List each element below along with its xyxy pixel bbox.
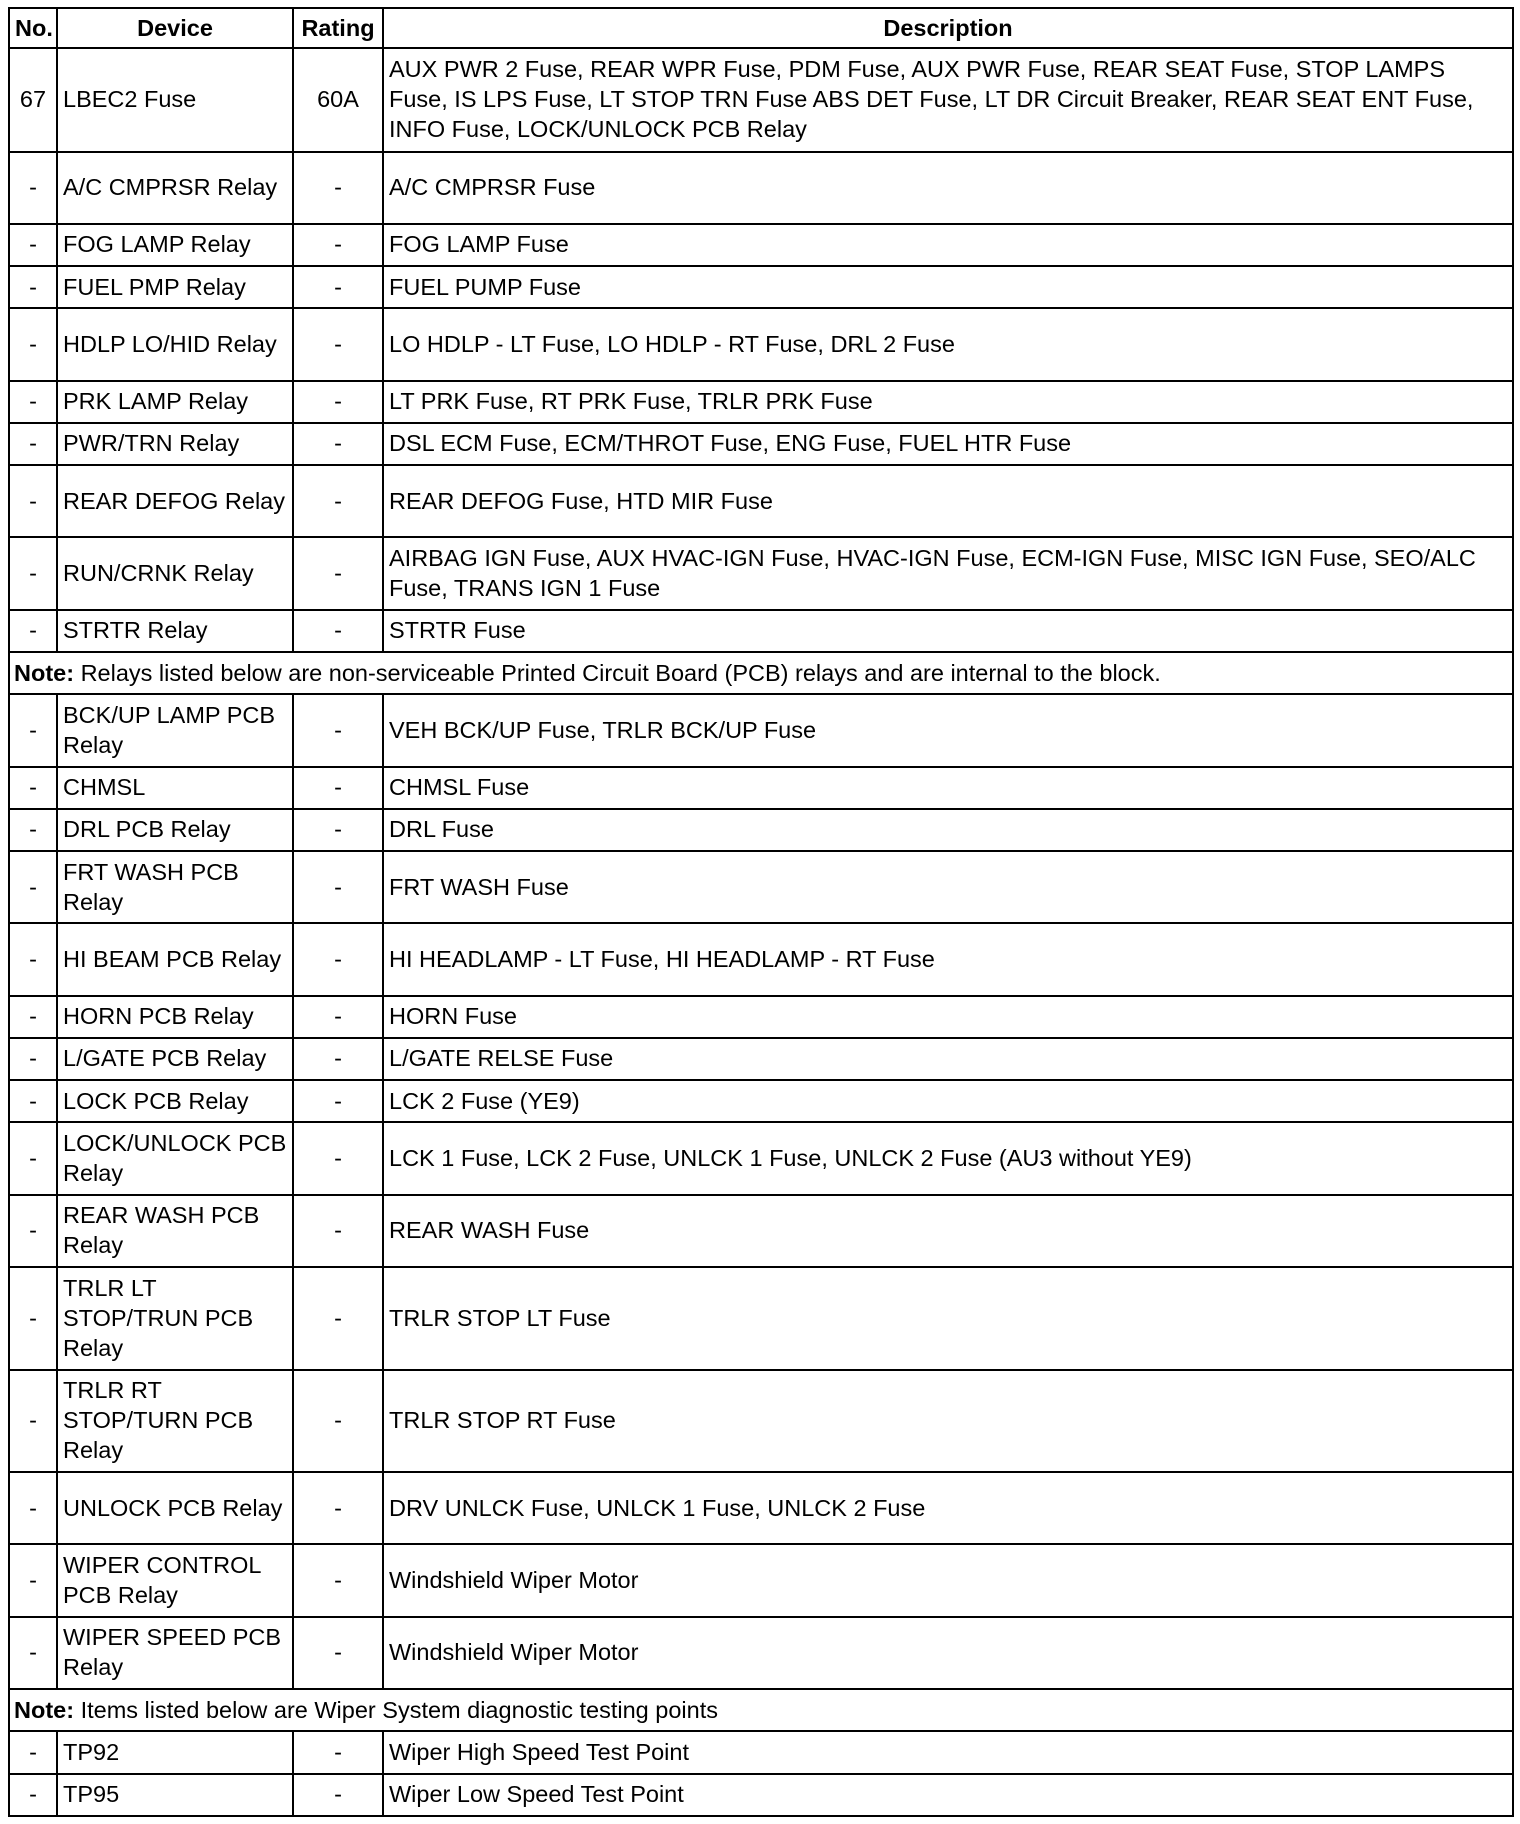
table-row	[9, 537, 1513, 609]
row-no: -	[9, 1472, 57, 1544]
row-device: CHMSL	[57, 767, 293, 809]
table-row	[9, 1544, 1513, 1616]
row-rating: -	[293, 1122, 383, 1194]
table-row	[9, 1267, 1513, 1370]
row-no: -	[9, 1617, 57, 1689]
row-device: HORN PCB Relay	[57, 996, 293, 1038]
row-no: -	[9, 851, 57, 923]
table-row	[9, 694, 1513, 766]
row-rating: -	[293, 923, 383, 995]
table-row	[9, 809, 1513, 851]
row-rating: -	[293, 1731, 383, 1773]
row-no: -	[9, 1122, 57, 1194]
row-rating: -	[293, 1617, 383, 1689]
row-device: LOCK/UNLOCK PCB Relay	[57, 1122, 293, 1194]
row-no: -	[9, 809, 57, 851]
table-row	[9, 767, 1513, 809]
row-device: FUEL PMP Relay	[57, 266, 293, 308]
row-no: -	[9, 465, 57, 537]
row-device: FOG LAMP Relay	[57, 224, 293, 266]
row-no: -	[9, 537, 57, 609]
note-label: Note:	[14, 659, 75, 686]
row-no: -	[9, 767, 57, 809]
row-rating: -	[293, 767, 383, 809]
row-description: FRT WASH Fuse	[383, 851, 1513, 923]
row-no: -	[9, 1267, 57, 1370]
row-rating: -	[293, 809, 383, 851]
table-row	[9, 1617, 1513, 1689]
row-no: -	[9, 224, 57, 266]
row-description: CHMSL Fuse	[383, 767, 1513, 809]
row-description: REAR DEFOG Fuse, HTD MIR Fuse	[383, 465, 1513, 537]
header-row	[9, 8, 1513, 48]
row-device: TRLR LT STOP/TRUN PCB Relay	[57, 1267, 293, 1370]
note-label: Note:	[14, 1696, 75, 1723]
row-no: -	[9, 1080, 57, 1122]
table-row	[9, 1370, 1513, 1473]
table-row	[9, 423, 1513, 465]
row-device: TRLR RT STOP/TURN PCB Relay	[57, 1370, 293, 1473]
table-row	[9, 465, 1513, 537]
row-rating: -	[293, 1195, 383, 1267]
row-rating: -	[293, 1370, 383, 1473]
row-rating: -	[293, 224, 383, 266]
row-device: WIPER CONTROL PCB Relay	[57, 1544, 293, 1616]
table-row	[9, 266, 1513, 308]
row-rating: -	[293, 152, 383, 224]
row-description: HORN Fuse	[383, 996, 1513, 1038]
row-description: AIRBAG IGN Fuse, AUX HVAC-IGN Fuse, HVAC-IGN Fuse, ECM-IGN Fuse, MISC IGN Fuse, SEO/ALC Fuse, TRANS IGN 1 Fuse	[383, 537, 1513, 609]
table-row	[9, 996, 1513, 1038]
row-description: VEH BCK/UP Fuse, TRLR BCK/UP Fuse	[383, 694, 1513, 766]
row-no: -	[9, 1731, 57, 1773]
row-rating: 60A	[293, 48, 383, 152]
table-row	[9, 610, 1513, 652]
row-device: RUN/CRNK Relay	[57, 537, 293, 609]
row-no: -	[9, 996, 57, 1038]
row-device: UNLOCK PCB Relay	[57, 1472, 293, 1544]
table-row	[9, 224, 1513, 266]
row-description: HI HEADLAMP - LT Fuse, HI HEADLAMP - RT Fuse	[383, 923, 1513, 995]
table-row	[9, 851, 1513, 923]
table-row	[9, 923, 1513, 995]
note-pcb-relays	[9, 652, 1513, 694]
row-device: REAR WASH PCB Relay	[57, 1195, 293, 1267]
table-row	[9, 1472, 1513, 1544]
row-no: -	[9, 308, 57, 380]
row-device: LOCK PCB Relay	[57, 1080, 293, 1122]
row-device: PRK LAMP Relay	[57, 381, 293, 423]
row-device: STRTR Relay	[57, 610, 293, 652]
row-rating: -	[293, 1080, 383, 1122]
row-description: DRV UNLCK Fuse, UNLCK 1 Fuse, UNLCK 2 Fuse	[383, 1472, 1513, 1544]
header-description: Description	[383, 8, 1513, 48]
row-description: FUEL PUMP Fuse	[383, 266, 1513, 308]
row-rating: -	[293, 1472, 383, 1544]
row-device: REAR DEFOG Relay	[57, 465, 293, 537]
row-description: FOG LAMP Fuse	[383, 224, 1513, 266]
note-text: Relays listed below are non-serviceable Printed Circuit Board (PCB) relays and are internal to the block.	[74, 659, 1161, 686]
table-row	[9, 152, 1513, 224]
row-device: BCK/UP LAMP PCB Relay	[57, 694, 293, 766]
row-description: AUX PWR 2 Fuse, REAR WPR Fuse, PDM Fuse, AUX PWR Fuse, REAR SEAT Fuse, STOP LAMPS Fuse, IS LPS Fuse, LT STOP TRN Fuse ABS DET Fuse, LT DR Circuit Breaker, REAR SEAT ENT Fuse, INFO Fuse, LOCK/UNLOCK PCB Relay	[383, 48, 1513, 152]
table-row	[9, 48, 1513, 152]
row-description: L/GATE RELSE Fuse	[383, 1038, 1513, 1080]
note-text: Items listed below are Wiper System diagnostic testing points	[74, 1696, 718, 1723]
note-row	[9, 1689, 1513, 1731]
table-row	[9, 1195, 1513, 1267]
table-row	[9, 1731, 1513, 1773]
row-rating: -	[293, 694, 383, 766]
row-no: -	[9, 1370, 57, 1473]
row-no: -	[9, 1544, 57, 1616]
row-rating: -	[293, 851, 383, 923]
table-row	[9, 1038, 1513, 1080]
note-wiper-test-points	[9, 1689, 1513, 1731]
row-description: REAR WASH Fuse	[383, 1195, 1513, 1267]
row-rating: -	[293, 1267, 383, 1370]
row-rating: -	[293, 537, 383, 609]
row-no: -	[9, 694, 57, 766]
row-no: 67	[9, 48, 57, 152]
row-rating: -	[293, 1774, 383, 1817]
row-device: PWR/TRN Relay	[57, 423, 293, 465]
table-row	[9, 1774, 1513, 1817]
row-no: -	[9, 1038, 57, 1080]
row-rating: -	[293, 423, 383, 465]
row-description: Wiper High Speed Test Point	[383, 1731, 1513, 1773]
row-description: TRLR STOP RT Fuse	[383, 1370, 1513, 1473]
row-no: -	[9, 381, 57, 423]
row-description: Windshield Wiper Motor	[383, 1617, 1513, 1689]
header-rating: Rating	[293, 8, 383, 48]
row-device: LBEC2 Fuse	[57, 48, 293, 152]
row-rating: -	[293, 1038, 383, 1080]
row-description: Wiper Low Speed Test Point	[383, 1774, 1513, 1817]
row-rating: -	[293, 465, 383, 537]
row-rating: -	[293, 266, 383, 308]
row-no: -	[9, 610, 57, 652]
row-description: LCK 2 Fuse (YE9)	[383, 1080, 1513, 1122]
header-device: Device	[57, 8, 293, 48]
row-no: -	[9, 266, 57, 308]
row-description: TRLR STOP LT Fuse	[383, 1267, 1513, 1370]
fuse-relay-table	[8, 7, 1514, 1817]
row-rating: -	[293, 996, 383, 1038]
row-description: LT PRK Fuse, RT PRK Fuse, TRLR PRK Fuse	[383, 381, 1513, 423]
row-device: TP95	[57, 1774, 293, 1817]
row-no: -	[9, 423, 57, 465]
row-no: -	[9, 152, 57, 224]
row-device: HDLP LO/HID Relay	[57, 308, 293, 380]
table-row	[9, 308, 1513, 380]
row-no: -	[9, 923, 57, 995]
row-rating: -	[293, 381, 383, 423]
table-row	[9, 1080, 1513, 1122]
row-description: DSL ECM Fuse, ECM/THROT Fuse, ENG Fuse, FUEL HTR Fuse	[383, 423, 1513, 465]
row-rating: -	[293, 610, 383, 652]
header-no: No.	[9, 8, 57, 48]
row-description: STRTR Fuse	[383, 610, 1513, 652]
row-rating: -	[293, 308, 383, 380]
table-row	[9, 381, 1513, 423]
row-rating: -	[293, 1544, 383, 1616]
row-device: DRL PCB Relay	[57, 809, 293, 851]
row-no: -	[9, 1195, 57, 1267]
row-description: LO HDLP - LT Fuse, LO HDLP - RT Fuse, DRL 2 Fuse	[383, 308, 1513, 380]
row-device: TP92	[57, 1731, 293, 1773]
row-description: LCK 1 Fuse, LCK 2 Fuse, UNLCK 1 Fuse, UNLCK 2 Fuse (AU3 without YE9)	[383, 1122, 1513, 1194]
row-device: WIPER SPEED PCB Relay	[57, 1617, 293, 1689]
row-description: Windshield Wiper Motor	[383, 1544, 1513, 1616]
row-description: DRL Fuse	[383, 809, 1513, 851]
row-device: FRT WASH PCB Relay	[57, 851, 293, 923]
row-device: HI BEAM PCB Relay	[57, 923, 293, 995]
note-row	[9, 652, 1513, 694]
row-description: A/C CMPRSR Fuse	[383, 152, 1513, 224]
row-device: A/C CMPRSR Relay	[57, 152, 293, 224]
table-row	[9, 1122, 1513, 1194]
row-no: -	[9, 1774, 57, 1817]
row-device: L/GATE PCB Relay	[57, 1038, 293, 1080]
